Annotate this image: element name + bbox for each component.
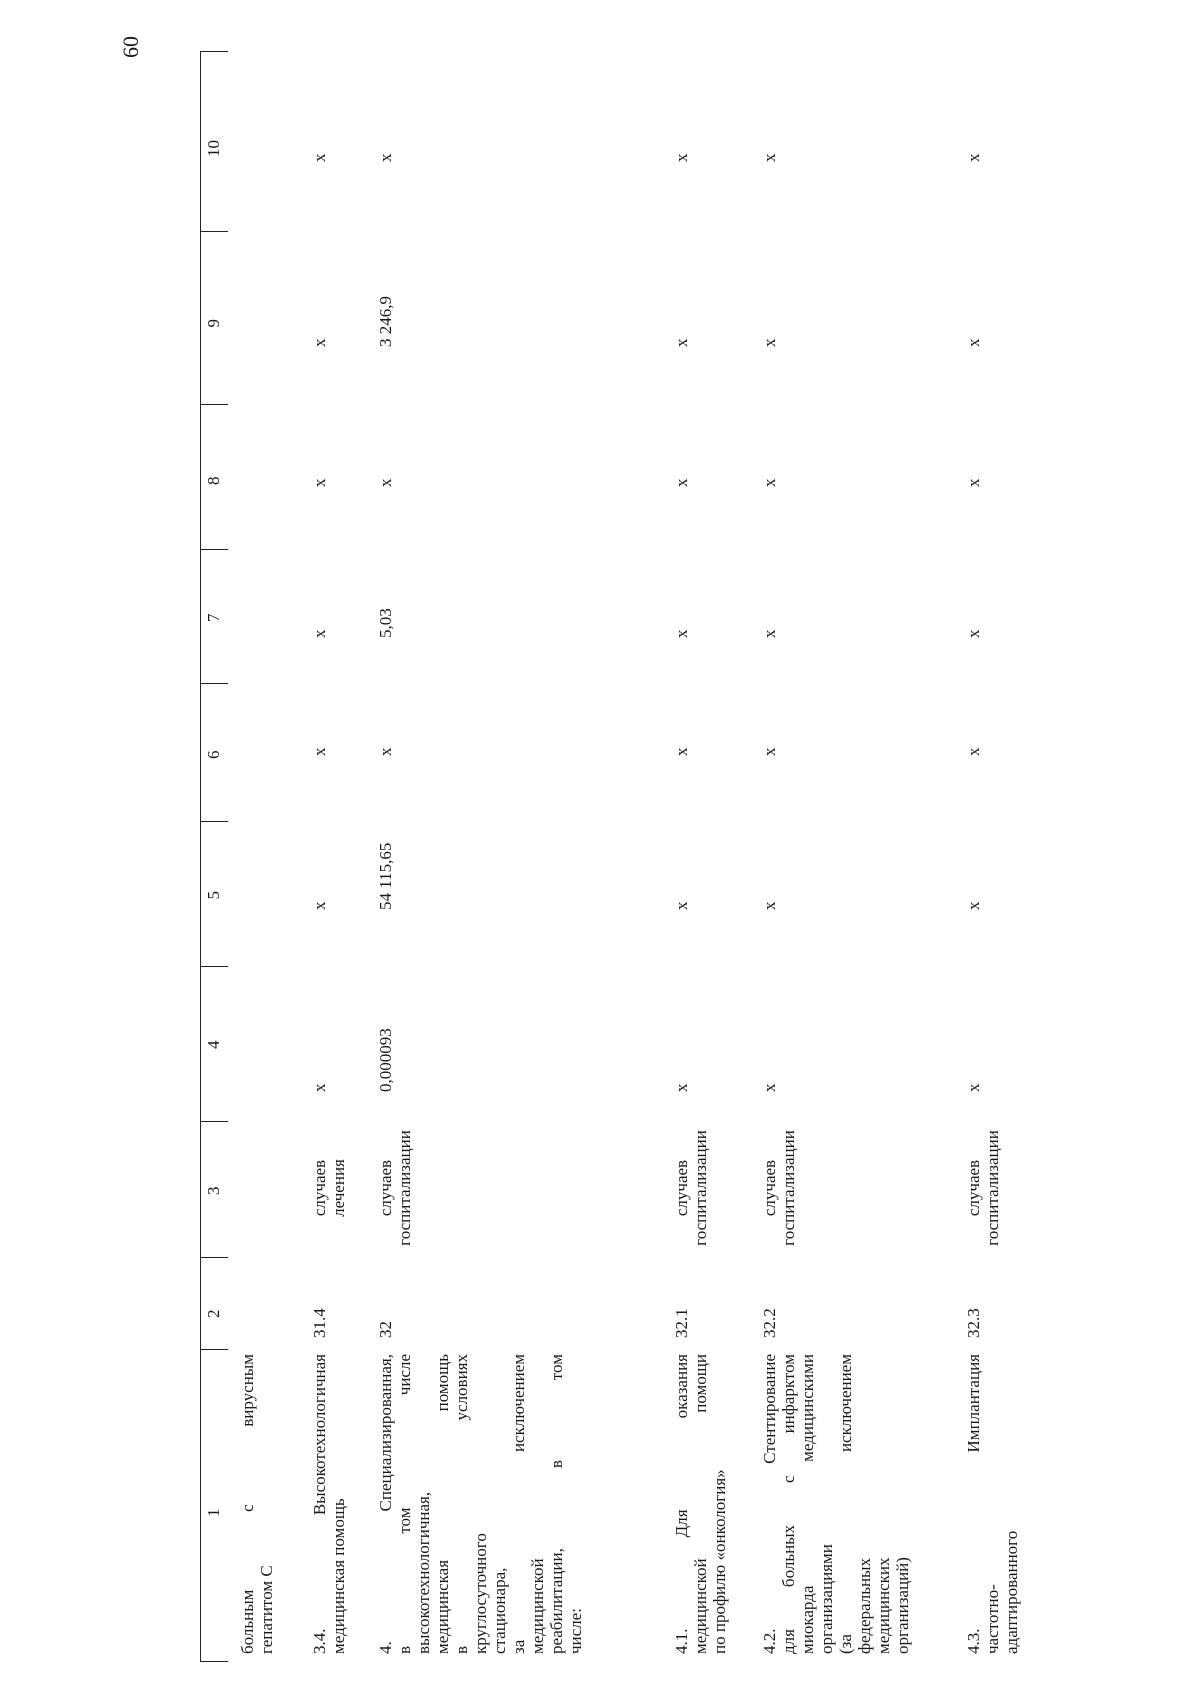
row-name-line: медицинской (528, 1558, 547, 1654)
row-4-col6: х (672, 747, 691, 756)
row-5-col10: х (760, 153, 779, 162)
header-col-7: 7 (204, 613, 223, 622)
row-3-col8: х (376, 478, 395, 487)
header-col-6: 6 (204, 750, 223, 759)
row-name-line: гепатитом С (257, 1565, 276, 1654)
row-name-line: за исключением (509, 1354, 528, 1654)
header-col-2: 2 (204, 1309, 223, 1318)
column-divider (200, 683, 228, 684)
row-name-line: медицинская помощь (329, 1498, 348, 1654)
row-name-line: в том числе (395, 1354, 414, 1654)
unit-line: госпитализации (779, 1130, 798, 1246)
unit-line: случаев (672, 1159, 691, 1217)
column-divider (200, 1257, 228, 1258)
row-3-col9: 3 246,9 (376, 296, 395, 347)
row-3-col5: 54 115,65 (376, 842, 395, 910)
row-4-unit (672, 1122, 710, 1254)
row-name-line: круглосуточного (471, 1533, 490, 1654)
row-name-line: миокарда медицинскими (798, 1354, 817, 1654)
header-top-rule (200, 52, 201, 1662)
row-name-line: (за исключением (836, 1354, 855, 1654)
row-name-line: 3.4. Высокотехнологичная (310, 1354, 329, 1654)
row-1-name (238, 1354, 276, 1654)
row-name-line: организаций) (893, 1557, 912, 1654)
row-name-line: медицинских (874, 1557, 893, 1654)
data-table (200, 10, 1030, 1662)
row-5-col5: х (760, 901, 779, 910)
page-number: 60 (118, 36, 143, 58)
unit-line: случаев (964, 1159, 983, 1217)
row-6-col8: х (964, 478, 983, 487)
row-6-col4: х (964, 1083, 983, 1092)
column-divider (200, 549, 228, 550)
column-divider (200, 1349, 228, 1350)
unit-line: лечения (329, 1159, 348, 1217)
row-2-col6: х (310, 747, 329, 756)
row-name-line: 4.1. Для оказания (672, 1354, 691, 1654)
row-name-line: организациями (817, 1544, 836, 1654)
row-2-col8: х (310, 478, 329, 487)
header-col-9: 9 (204, 319, 223, 328)
column-divider (200, 1661, 228, 1662)
row-name-line: числе: (566, 1608, 585, 1654)
row-2-col5: х (310, 901, 329, 910)
row-3-col7: 5,03 (376, 608, 395, 638)
row-6-col9: х (964, 338, 983, 347)
row-5-col7: х (760, 629, 779, 638)
row-name-line: адаптированного (1002, 1530, 1021, 1654)
row-6-name (964, 1354, 1021, 1654)
column-divider (200, 231, 228, 232)
row-6-col7: х (964, 629, 983, 638)
row-6-code: 32.3 (964, 1308, 983, 1338)
row-3-code: 32 (376, 1321, 395, 1338)
row-5-col8: х (760, 478, 779, 487)
row-name-line: стационара, (490, 1567, 509, 1654)
header-col-3: 3 (204, 1186, 223, 1195)
row-2-code: 31.4 (310, 1308, 329, 1338)
row-name-line: 4. Специализированная, (376, 1354, 395, 1654)
row-6-col5: х (964, 901, 983, 910)
row-4-col4: х (672, 1083, 691, 1092)
row-5-col9: х (760, 338, 779, 347)
header-col-4: 4 (204, 1040, 223, 1049)
row-4-name (672, 1354, 729, 1654)
row-2-col4: х (310, 1083, 329, 1092)
unit-line: случаев (310, 1159, 329, 1217)
row-name-line: по профилю «онкология» (710, 1469, 729, 1654)
row-name-line: частотно- (983, 1584, 1002, 1654)
row-name-line: высокотехнологичная, (414, 1491, 433, 1654)
row-2-unit (310, 1122, 348, 1254)
unit-line: случаев (376, 1159, 395, 1217)
unit-line: госпитализации (395, 1130, 414, 1246)
row-4-col10: х (672, 153, 691, 162)
row-name-line: 4.2. Стентирование (760, 1354, 779, 1654)
row-2-col9: х (310, 338, 329, 347)
column-divider (200, 404, 228, 405)
header-col-5: 5 (204, 891, 223, 900)
header-col-1: 1 (204, 1508, 223, 1517)
row-5-code: 32.2 (760, 1308, 779, 1338)
row-3-col6: х (376, 747, 395, 756)
column-divider (200, 966, 228, 967)
row-3-col10: х (376, 153, 395, 162)
row-name-line: в условиях (452, 1354, 471, 1654)
row-5-name (760, 1354, 912, 1654)
row-4-col7: х (672, 629, 691, 638)
row-3-name (376, 1354, 585, 1654)
column-divider (200, 1121, 228, 1122)
unit-line: госпитализации (983, 1130, 1002, 1246)
unit-line: случаев (760, 1159, 779, 1217)
row-name-line: медицинская помощь (433, 1354, 452, 1654)
header-col-8: 8 (204, 476, 223, 485)
row-6-unit (964, 1122, 1002, 1254)
row-5-col6: х (760, 747, 779, 756)
row-6-col10: х (964, 153, 983, 162)
column-divider (200, 821, 228, 822)
row-4-col9: х (672, 338, 691, 347)
row-2-col10: х (310, 153, 329, 162)
row-name-line: медицинской помощи (691, 1354, 710, 1654)
row-4-col5: х (672, 901, 691, 910)
row-2-name (310, 1354, 348, 1654)
row-3-unit (376, 1122, 414, 1254)
row-5-unit (760, 1122, 798, 1254)
row-name-line: больным с вирусным (238, 1354, 257, 1654)
row-name-line: федеральных (855, 1558, 874, 1654)
row-name-line: реабилитации, в том (547, 1354, 566, 1654)
row-5-col4: х (760, 1083, 779, 1092)
row-name-line: 4.3. Имплантация (964, 1354, 983, 1654)
row-6-col6: х (964, 747, 983, 756)
unit-line: госпитализации (691, 1130, 710, 1246)
row-4-col8: х (672, 478, 691, 487)
header-col-10: 10 (204, 140, 223, 157)
column-divider (200, 51, 228, 52)
row-2-col7: х (310, 629, 329, 638)
row-4-code: 32.1 (672, 1308, 691, 1338)
row-name-line: для больных с инфарктом (779, 1354, 798, 1654)
row-3-col4: 0,000093 (376, 1028, 395, 1092)
